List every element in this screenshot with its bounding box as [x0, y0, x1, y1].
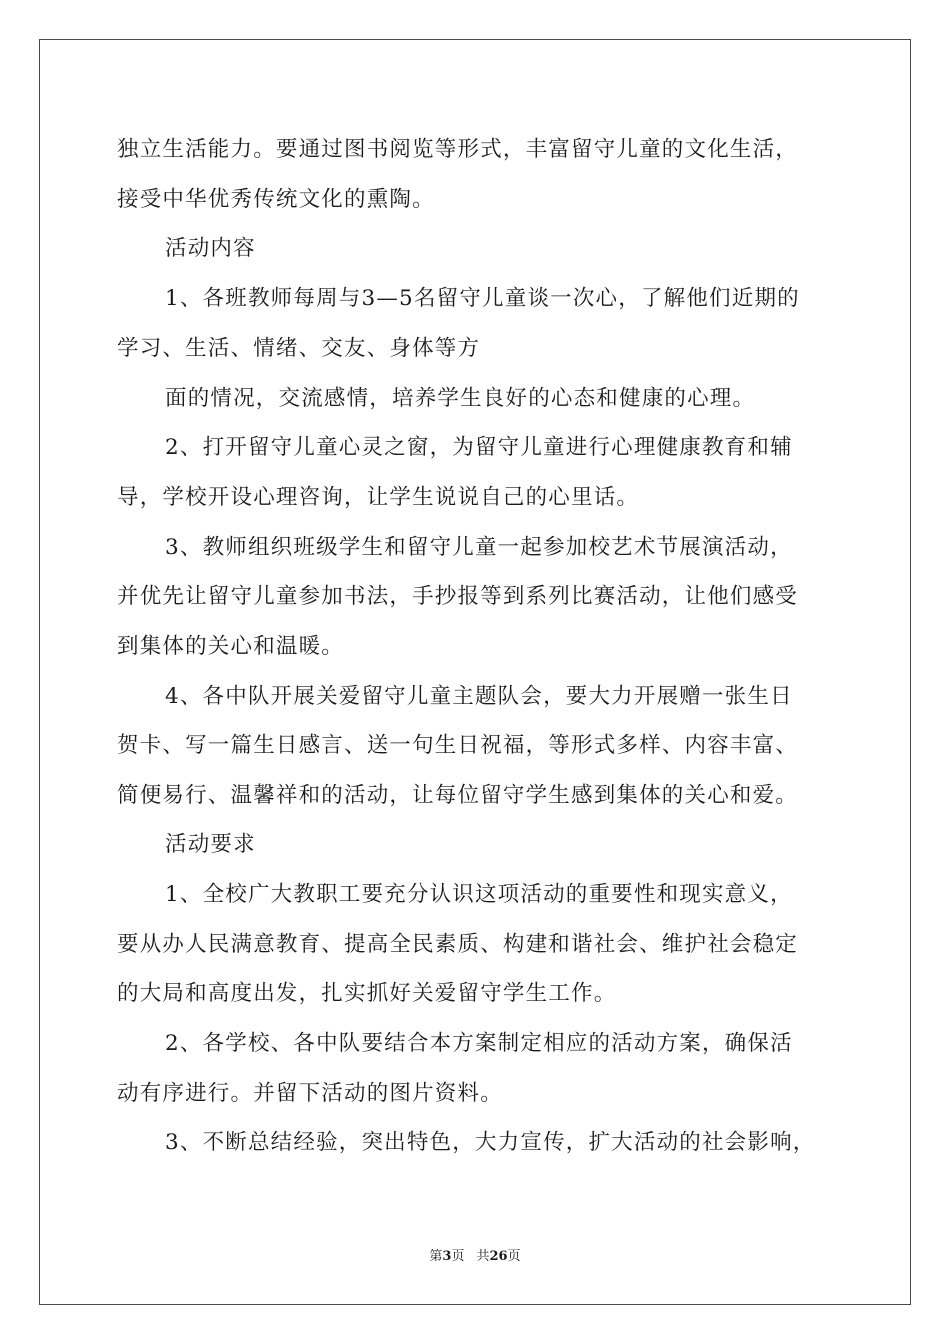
total-prefix: 共: [476, 1249, 490, 1264]
section-heading: 活动要求: [165, 832, 256, 857]
text-line: 2、各学校、各中队要结合本方案制定相应的活动方案，确保活: [165, 1031, 793, 1056]
text-line: 面的情况，交流感情，培养学生良好的心态和健康的心理。: [165, 386, 756, 411]
section-heading: 活动内容: [165, 236, 256, 261]
text-line: 接受中华优秀传统文化的熏陶。: [117, 187, 435, 212]
page-number: 3: [442, 1249, 452, 1264]
text-line: 2、打开留守儿童心灵之窗，为留守儿童进行心理健康教育和辅: [165, 435, 793, 460]
total-suffix: 页: [507, 1249, 521, 1264]
page-prefix: 第: [429, 1249, 443, 1264]
text-line: 贺卡、写一篇生日感言、送一句生日祝福，等形式多样、内容丰富、: [117, 733, 799, 758]
text-line: 到集体的关心和温暖。: [117, 634, 345, 659]
page-footer: [0, 1247, 950, 1267]
text-line: 并优先让留守儿童参加书法，手抄报等到系列比赛活动，让他们感受: [117, 584, 799, 609]
text-line: 4、各中队开展关爱留守儿童主题队会，要大力开展赠一张生日: [165, 684, 793, 709]
text-line: 简便易行、温馨祥和的活动，让每位留守学生感到集体的关心和爱。: [117, 783, 799, 808]
text-line: 1、全校广大教职工要充分认识这项活动的重要性和现实意义，: [165, 882, 793, 907]
text-line: 3、教师组织班级学生和留守儿童一起参加校艺术节展演活动，: [165, 535, 793, 560]
text-line: 1、各班教师每周与3—5名留守儿童谈一次心，了解他们近期的: [165, 286, 800, 311]
text-line: 的大局和高度出发，扎实抓好关爱留守学生工作。: [117, 981, 617, 1006]
text-line: 要从办人民满意教育、提高全民素质、构建和谐社会、维护社会稳定: [117, 932, 799, 957]
text-line: 学习、生活、情绪、交友、身体等方: [117, 336, 481, 361]
text-line: 3、不断总结经验，突出特色，大力宣传，扩大活动的社会影响，: [165, 1130, 816, 1155]
total-pages: 26: [489, 1249, 508, 1264]
text-line: 独立生活能力。要通过图书阅览等形式，丰富留守儿童的文化生活，: [117, 137, 799, 162]
page-suffix: 页: [451, 1249, 465, 1264]
page-border: [39, 39, 911, 1305]
text-line: 导，学校开设心理咨询，让学生说说自己的心里话。: [117, 485, 640, 510]
text-line: 动有序进行。并留下活动的图片资料。: [117, 1081, 503, 1106]
